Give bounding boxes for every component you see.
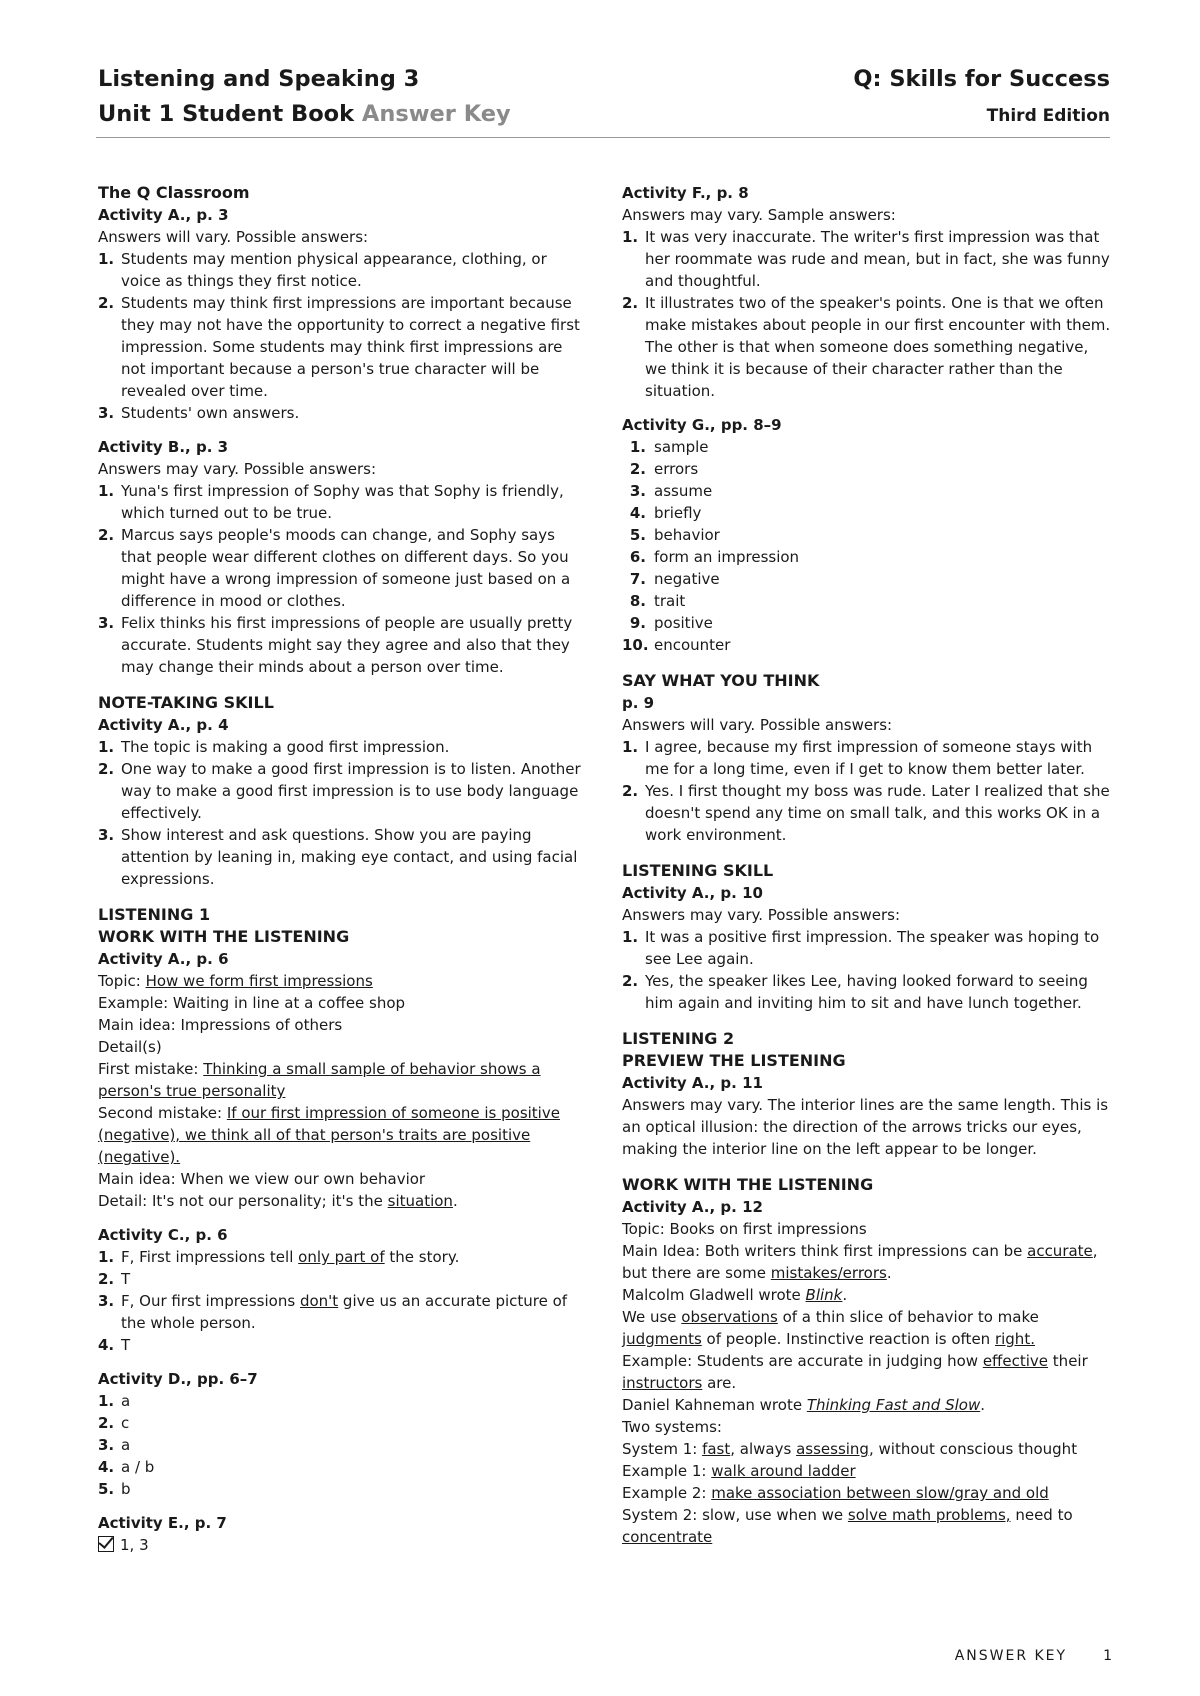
list-item: 10. encounter — [622, 636, 731, 654]
answer-list — [98, 480, 588, 678]
list-item: 3. Students' own answers. — [98, 404, 300, 422]
checkbox-checked-icon — [98, 1536, 114, 1552]
page-footer — [955, 1648, 1112, 1664]
document-title — [98, 101, 511, 127]
answer-line: First mistake: Thinking a small sample of behavior shows a person's true personality — [98, 1060, 541, 1100]
list-item: 1. It was very inaccurate. The writer's first impression was that her roommate was rude and mean, but in fact, she was funny and thoughtful. — [622, 228, 1110, 290]
activity-heading: Activity F., p. 8 — [622, 184, 749, 202]
list-item: 1. Yuna's first impression of Sophy was that Sophy is friendly, which turned out to be true. — [98, 482, 564, 522]
answer-line: Example: Students are accurate in judging how effective their instructors are. — [622, 1352, 1088, 1392]
list-item: 1. a — [98, 1392, 131, 1410]
answer-paragraph: Answers may vary. The interior lines are the same length. This is an optical illusion: the direction of the arrows tricks our eyes, making the interior line on the left appear to be longer. — [622, 1096, 1109, 1158]
course-title: Listening and Speaking 3 — [98, 66, 420, 92]
answer-line: Main idea: When we view our own behavior — [98, 1170, 426, 1188]
activity-intro: Answers will vary. Possible answers: — [622, 716, 893, 734]
section-heading: LISTENING 2 — [622, 1029, 735, 1048]
list-item: 3. Show interest and ask questions. Show you are paying attention by leaning in, making eye contact, and using facial expressions. — [98, 826, 578, 888]
list-item: 2. errors — [629, 460, 699, 478]
activity-intro: Answers will vary. Possible answers: — [98, 228, 369, 246]
list-item: 9. positive — [629, 614, 713, 632]
answer-line: Detail(s) — [98, 1038, 162, 1056]
answer-line: Detail: It's not our personality; it's the situation. — [98, 1192, 458, 1210]
answer-line: Example 1: walk around ladder — [622, 1462, 856, 1480]
header-divider — [96, 137, 1110, 138]
answer-line: Two systems: — [622, 1418, 722, 1436]
section-heading: NOTE-TAKING SKILL — [98, 693, 274, 712]
answer-line: 1, 3 — [98, 1534, 588, 1556]
list-item: 1. F, First impressions tell only part of the story. — [98, 1248, 460, 1266]
answer-list — [622, 736, 1112, 846]
answer-list — [98, 1390, 588, 1500]
section-heading: WORK WITH THE LISTENING — [622, 1175, 874, 1194]
list-item: 1. I agree, because my first impression of someone stays with me for a long time, even if I get to know them better later. — [622, 738, 1093, 778]
list-item: 3. F, Our first impressions don't give us an accurate picture of the whole person. — [98, 1292, 568, 1332]
section-heading: The Q Classroom — [98, 183, 250, 202]
unit-label: Unit 1 — [98, 101, 175, 127]
list-item: 4. briefly — [629, 504, 702, 522]
activity-heading: Activity C., p. 6 — [98, 1226, 228, 1244]
footer-label: ANSWER KEY — [954, 1648, 1068, 1664]
activity-intro: Answers may vary. Possible answers: — [622, 906, 901, 924]
activity-heading: Activity A., p. 12 — [622, 1198, 763, 1216]
answer-list — [622, 436, 1112, 656]
answer-line: Example 2: make association between slow/gray and old — [622, 1484, 1049, 1502]
page-number: 1 — [1103, 1648, 1112, 1664]
activity-intro: Answers may vary. Sample answers: — [622, 206, 896, 224]
list-item: 1. Students may mention physical appearance, clothing, or voice as things they first notice. — [98, 250, 547, 290]
answer-line: Topic: How we form first impressions — [98, 972, 373, 990]
answer-line: Second mistake: If our first impression of someone is positive (negative), we think all of that person's traits are positive (negative). — [98, 1104, 560, 1166]
list-item: 2. Students may think first impressions are important because they may not have the opportunity to correct a negative first impression. Some students may think first impressions are not important because a person's true character will be revealed over time. — [98, 294, 580, 400]
series-title: Q: Skills for Success — [853, 66, 1110, 92]
answer-list — [98, 248, 588, 424]
answer-line: We use observations of a thin slice of behavior to make judgments of people. Instinctive reaction is often right. — [622, 1308, 1039, 1348]
activity-heading: Activity B., p. 3 — [98, 438, 229, 456]
answer-list — [98, 736, 588, 890]
activity-heading: Activity D., pp. 6–7 — [98, 1370, 258, 1388]
answer-line: Main idea: Impressions of others — [98, 1016, 343, 1034]
answer-key-label: Answer Key — [361, 101, 511, 127]
answer-list — [622, 926, 1112, 1014]
list-item: 5. b — [98, 1480, 131, 1498]
list-item: 2. One way to make a good first impression is to listen. Another way to make a good first impression is to use body language effectively. — [98, 760, 581, 822]
activity-heading: Activity A., p. 3 — [98, 206, 229, 224]
left-column — [98, 182, 588, 1556]
list-item: 2. Yes. I first thought my boss was rude. Later I realized that she doesn't spend any time on small talk, and this works OK in a work environment. — [622, 782, 1110, 844]
list-item: 6. form an impression — [629, 548, 800, 566]
answer-line: Example: Waiting in line at a coffee shop — [98, 994, 406, 1012]
list-item: 4. T — [98, 1336, 131, 1354]
section-heading: SAY WHAT YOU THINK — [622, 671, 820, 690]
answer-line: Main Idea: Both writers think first impressions can be accurate, but there are some mistakes/errors. — [622, 1242, 1098, 1282]
list-item: 2. Marcus says people's moods can change, and Sophy says that people wear different clothes on different days. So you might have a wrong impression of someone just based on a difference in mood or clothes. — [98, 526, 571, 610]
answer-line: Daniel Kahneman wrote Thinking Fast and Slow. — [622, 1396, 986, 1414]
section-heading: WORK WITH THE LISTENING — [98, 927, 350, 946]
activity-heading: Activity G., pp. 8–9 — [622, 416, 782, 434]
answer-line: Malcolm Gladwell wrote Blink. — [622, 1286, 848, 1304]
activity-heading: Activity A., p. 4 — [98, 716, 229, 734]
list-item: 3. assume — [629, 482, 713, 500]
activity-heading: Activity A., p. 10 — [622, 884, 763, 902]
list-item: 2. It illustrates two of the speaker's points. One is that we often make mistakes about people in our first encounter with them. The other is that when someone does something negative, we think it is because of their character rather than the situation. — [622, 294, 1111, 400]
activity-heading: Activity A., p. 11 — [622, 1074, 763, 1092]
list-item: 2. Yes, the speaker likes Lee, having looked forward to seeing him again and inviting him to sit and have lunch together. — [622, 972, 1088, 1012]
list-item: 7. negative — [629, 570, 720, 588]
activity-intro: Answers may vary. Possible answers: — [98, 460, 377, 478]
list-item: 2. T — [98, 1270, 131, 1288]
activity-heading: p. 9 — [622, 694, 655, 712]
book-label: Student Book — [182, 101, 355, 127]
right-column — [622, 182, 1112, 1548]
answer-list — [98, 1246, 588, 1356]
section-heading: LISTENING 1 — [98, 905, 211, 924]
edition-label: Third Edition — [986, 106, 1110, 126]
answer-line: Topic: Books on first impressions — [622, 1220, 867, 1238]
answer-line: System 2: slow, use when we solve math problems, need to concentrate — [622, 1506, 1073, 1546]
activity-heading: Activity A., p. 6 — [98, 950, 229, 968]
list-item: 3. Felix thinks his first impressions of people are usually pretty accurate. Students might say they agree and also that they may change their minds about a person over time. — [98, 614, 573, 676]
list-item: 2. c — [98, 1414, 130, 1432]
section-heading: LISTENING SKILL — [622, 861, 774, 880]
list-item: 5. behavior — [629, 526, 720, 544]
list-item: 1. The topic is making a good first impression. — [98, 738, 450, 756]
answer-line: System 1: fast, always assessing, without conscious thought — [622, 1440, 1078, 1458]
section-heading: PREVIEW THE LISTENING — [622, 1051, 846, 1070]
list-item: 4. a / b — [98, 1458, 155, 1476]
list-item: 1. It was a positive first impression. The speaker was hoping to see Lee again. — [622, 928, 1100, 968]
answer-list — [622, 226, 1112, 402]
list-item: 1. sample — [629, 438, 709, 456]
list-item: 3. a — [98, 1436, 131, 1454]
list-item: 8. trait — [629, 592, 686, 610]
activity-heading: Activity E., p. 7 — [98, 1514, 227, 1532]
